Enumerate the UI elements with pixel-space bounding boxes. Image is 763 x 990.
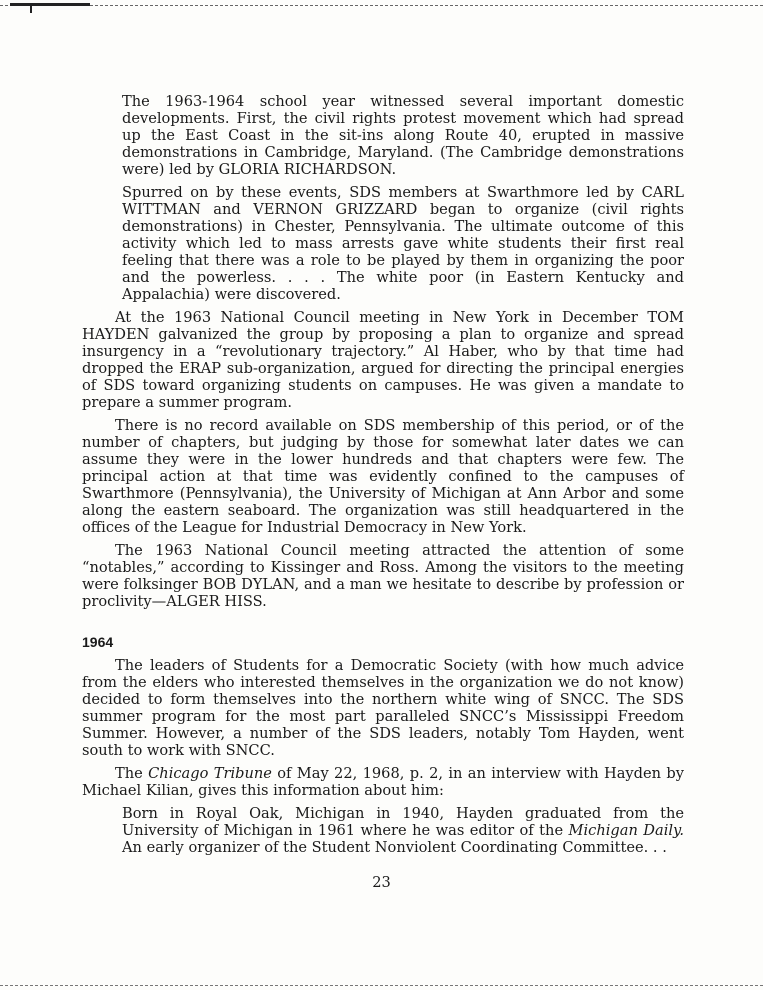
paragraph-sds-leaders: The leaders of Students for a Democratic Society (with how much advice from the elders who interested themselves in the organization we do not know) decided to form themselves into the northern white wing of SNCC. The SDS summer program for the most part paralleled SNCC’s Mississippi Freedom Summer. However, a number of the SDS leaders, notably Tom Hayden, went south to work with SNCC. [82,657,684,759]
page-number [0,874,763,891]
document-body [82,93,684,862]
tribune-title: Chicago Tribune [148,765,272,782]
paragraph-notables: The 1963 National Council meeting attracted the attention of some “notables,” according to Kissinger and Ross. Among the visitors to the meeting were folksinger BOB DYLAN, and a man we hesitate to describe by profession or proclivity—ALGER HISS. [82,542,684,610]
section-heading-1964: 1964 [82,634,114,650]
top-edge-tick [30,5,32,13]
top-edge-rule [0,5,763,6]
paragraph-membership: There is no record available on SDS membership of this period, or of the number of chapters, but judging by those for somewhat later dates we can assume they were in the lower hundreds and that chapters were few. The principal action at that time was evidently confined to the campuses of Swarthmore (Pennsylvania), the University of Michigan at Ann Arbor and some along the eastern seaboard. The organization was still headquartered in the offices of the League for Industrial Democracy in New York. [82,417,684,536]
michigan-daily-title: Michigan Daily. [568,822,684,839]
page-number-text: 23 [372,874,391,891]
paragraph-tribune [82,765,684,799]
paragraph-national-council: At the 1963 National Council meeting in New York in December TOM HAYDEN galvanized the group by proposing a plan to organize and spread insurgency in a “revolutionary trajectory.” Al Haber, who by that time had dropped the ERAP sub-organization, argued for directing the principal energies of SDS toward organizing students on campuses. He was given a mandate to prepare a summer program. [82,309,684,411]
quote-paragraph-1: The 1963-1964 school year witnessed several important domestic developments. First, the civil rights protest movement which had spread up the East Coast in the sit-ins along Route 40, erupted in massive demonstrations in Cambridge, Maryland. (The Cambridge demonstrations were) led by GLORIA RICHARDSON. [122,93,684,178]
hayden-text-before: Born in Royal Oak, Michigan in 1940, Hayden graduated from the University of Michigan in 1961 where he was editor of the [122,805,684,839]
hayden-text-after: An early organizer of the Student Nonviolent Coordinating Committee. . . [122,839,667,856]
quote-paragraph-hayden [122,805,684,856]
quote-paragraph-2: Spurred on by these events, SDS members at Swarthmore led by CARL WITTMAN and VERNON GRIZZARD began to organize (civil rights demonstrations) in Chester, Pennsylvania. The ultimate outcome of this activity which led to mass arrests gave white students their first real feeling that there was a role to be played by them in organizing the poor and the powerless. . . . The white poor (in Eastern Kentucky and Appalachia) were discovered. [122,184,684,303]
tribune-text-before: The [115,765,149,782]
top-edge-mark [10,3,90,6]
tribune-text-after: of May 22, 1968, p. 2, in an interview with Hayden by Michael Kilian, gives this information about him: [82,765,684,799]
bottom-edge-rule [0,985,763,986]
